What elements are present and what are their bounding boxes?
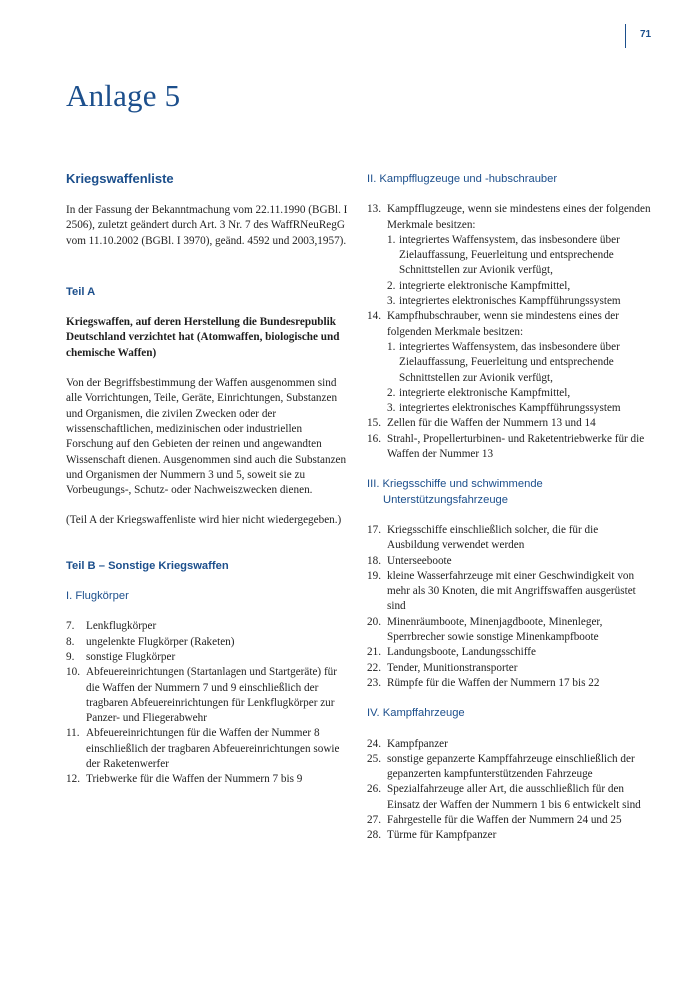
section-3-heading: III. Kriegsschiffe und schwimmende Unterstützungsfahrzeuge bbox=[367, 478, 543, 506]
list-item: 12. Triebwerke für die Waffen der Nummern 7 bis 9 bbox=[66, 773, 303, 786]
sublist-item: 3. integriertes elektronisches Kampfführungssystem bbox=[387, 402, 621, 415]
list-item: 15. Zellen für die Waffen der Nummern 13 und 14 bbox=[367, 417, 596, 430]
list-item: 21. Landungsboote, Landungsschiffe bbox=[367, 646, 536, 659]
list-item: 20. Minenräumboote, Minenjagdboote, Minenleger, Sperrbrecher sowie sonstige Minenkampfboote bbox=[367, 615, 603, 644]
sublist bbox=[387, 340, 651, 416]
document-title: Kriegswaffenliste bbox=[66, 171, 174, 186]
page-number-rule bbox=[625, 24, 626, 48]
list-item: 11. Abfeuereinrichtungen für die Waffen der Nummer 8 einschließlich der tragbaren Abfeuereinrichtungen sowie der Raketenwerfer bbox=[66, 727, 340, 771]
section-1-list bbox=[66, 619, 350, 787]
sublist-item: 3. integriertes elektronisches Kampfführungssystem bbox=[387, 295, 621, 308]
left-column bbox=[66, 170, 350, 788]
section-4-list bbox=[367, 737, 651, 844]
list-item: 28. Türme für Kampfpanzer bbox=[367, 829, 497, 842]
list-item: 24. Kampfpanzer bbox=[367, 737, 448, 750]
sublist-item: 2. integrierte elektronische Kampfmittel, bbox=[387, 386, 571, 399]
list-item: 19. kleine Wasserfahrzeuge mit einer Geschwindigkeit von mehr als 30 Knoten, die mit Angriffswaffen ausgerüstet sind bbox=[367, 569, 636, 613]
page-number: 71 bbox=[640, 29, 652, 40]
list-item: 7. Lenkflugkörper bbox=[66, 620, 157, 633]
teil-a-subheading: Kriegswaffen, auf deren Herstellung die Bundesrepublik Deutschland verzichtet hat (Atomwaffen, biologische und chemische Waffen) bbox=[66, 316, 340, 359]
teil-a-heading: Teil A bbox=[66, 285, 96, 298]
list-item: 27. Fahrgestelle für die Waffen der Nummern 24 und 25 bbox=[367, 813, 622, 826]
intro-paragraph: In der Fassung der Bekanntmachung vom 22.11.1990 (BGBl. I 2506), zuletzt geändert durch Art. 3 Nr. 7 des WaffRNeuRegG vom 11.10.2002 (BGBl. I 3970), geänd. 4592 und 2003,1957). bbox=[66, 204, 348, 247]
list-item: 17. Kriegsschiffe einschließlich solcher, die für die Ausbildung verwendet werden bbox=[367, 523, 599, 552]
section-4-heading: IV. Kampffahrzeuge bbox=[367, 707, 465, 720]
list-item: 13. Kampfflugzeuge, wenn sie mindestens eines der folgenden Merkmale besitzen: 1. integriertes Waffensystem, das insbesondere über Zielauffassung, Feuerleitung und entsprechende Schnittstellen zur Avionik verfügt, 2. integrierte elektronische Kampfmittel, 3. integriertes elektronisches Kampfführungssystem bbox=[367, 202, 651, 309]
section-2-heading: II. Kampfflugzeuge und -hubschrauber bbox=[367, 173, 558, 185]
teil-a-body: Von der Begriffsbestimmung der Waffen ausgenommen sind alle Vorrichtungen, Teile, Geräte, Einrichtungen, Substanzen und Organismen, die zivilen Zwecken oder der wissenschaftlichen, medizinischen oder industriellen Forschung auf den Gebieten der reinen und angewandten Wissenschaft dienen. Ausgenommen sind auch die Substanzen und Organismen der Nummern 3 und 5, soweit sie zu Vorbeugungs-, Schutz- oder Nachweiszwecken dienen. bbox=[66, 377, 347, 497]
list-item: 8. ungelenkte Flugkörper (Raketen) bbox=[66, 635, 235, 648]
list-item: 25. sonstige gepanzerte Kampffahrzeuge einschließlich der gepanzerten kampfunterstützenden Fahrzeuge bbox=[367, 752, 635, 781]
sublist bbox=[387, 233, 651, 309]
teil-b-heading: Teil B – Sonstige Kriegswaffen bbox=[66, 559, 229, 572]
sublist-item: 1. integriertes Waffensystem, das insbesondere über Zielauffassung, Feuerleitung und entsprechende Schnittstellen zur Avionik verfügt, bbox=[387, 340, 620, 384]
section-2-list bbox=[367, 202, 651, 462]
list-item: 14. Kampfhubschrauber, wenn sie mindestens eines der folgenden Merkmale besitzen: 1. integriertes Waffensystem, das insbesondere über Zielauffassung, Feuerleitung und entsprechende Schnittstellen zur Avionik verfügt, 2. integrierte elektronische Kampfmittel, 3. integriertes elektronisches Kampfführungssystem bbox=[367, 309, 651, 416]
sublist-item: 2. integrierte elektronische Kampfmittel, bbox=[387, 279, 571, 292]
teil-a-note: (Teil A der Kriegswaffenliste wird hier nicht wiedergegeben.) bbox=[66, 514, 342, 527]
list-item: 10. Abfeuereinrichtungen (Startanlagen und Startgeräte) für die Waffen der Nummern 7 und 9 einschließlich der tragbaren Abfeuereinrichtungen für Lenkflugkörper zur Panzer- und Fliegerabwehr bbox=[66, 666, 337, 725]
page-title: Anlage 5 bbox=[66, 78, 181, 113]
list-item: 18. Unterseeboote bbox=[367, 554, 452, 567]
list-item: 9. sonstige Flugkörper bbox=[66, 650, 176, 663]
section-1-heading: I. Flugkörper bbox=[66, 590, 129, 603]
sublist-item: 1. integriertes Waffensystem, das insbesondere über Zielauffassung, Feuerleitung und entsprechende Schnittstellen zur Avionik verfügt, bbox=[387, 233, 620, 277]
section-3-list bbox=[367, 523, 651, 691]
right-column bbox=[367, 170, 651, 844]
list-item: 16. Strahl-, Propellerturbinen- und Raketentriebwerke für die Waffen der Nummer 13 bbox=[367, 432, 645, 461]
list-item: 23. Rümpfe für die Waffen der Nummern 17 bis 22 bbox=[367, 676, 600, 689]
list-item: 22. Tender, Munitionstransporter bbox=[367, 661, 518, 674]
list-item: 26. Spezialfahrzeuge aller Art, die ausschließlich für den Einsatz der Waffen der Nummern 1 bis 6 entwickelt sind bbox=[367, 783, 641, 811]
